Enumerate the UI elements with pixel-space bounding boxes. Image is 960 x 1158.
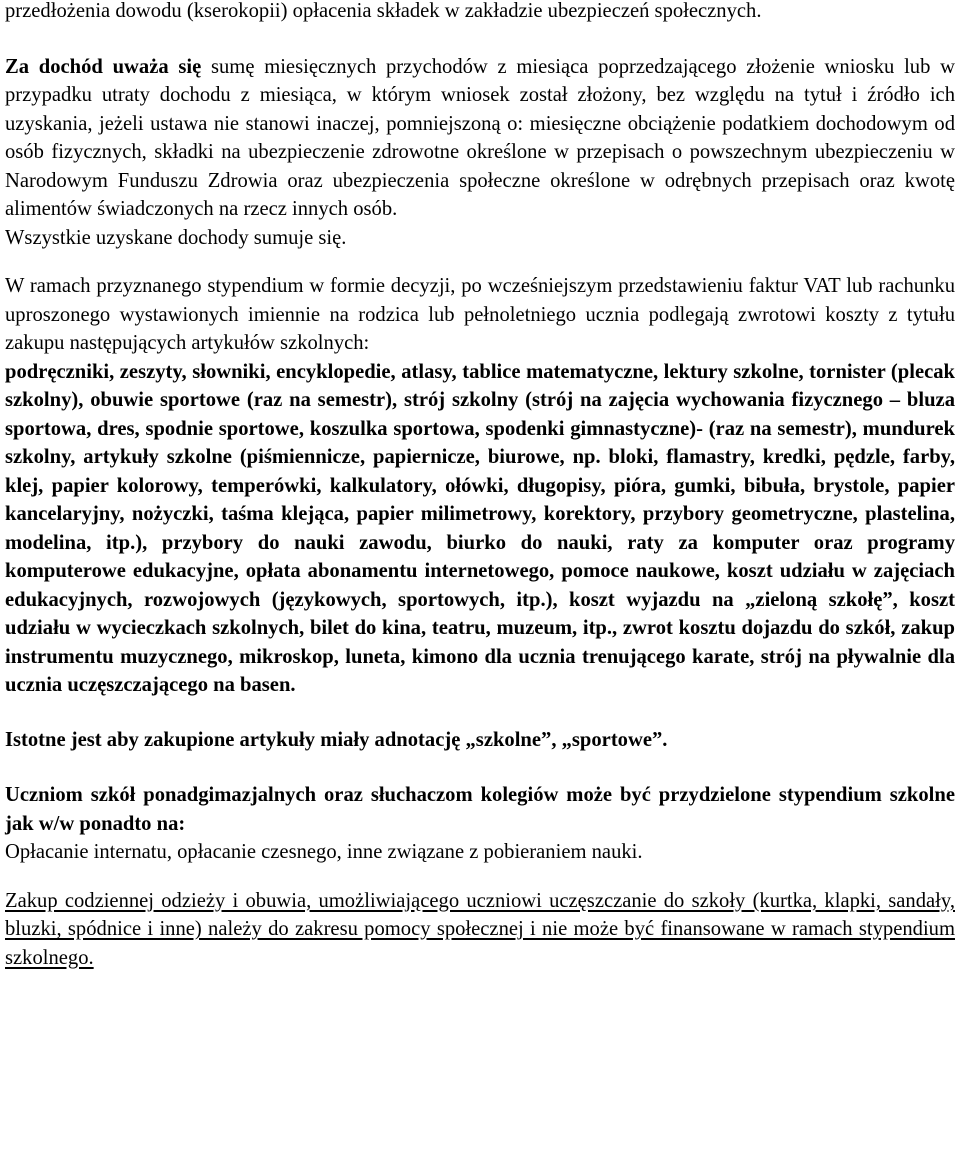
income-definition-text: sumę miesięcznych przychodów z miesiąca poprzedzającego złożenie wniosku lub w przypadku utraty dochodu z miesiąca, w którym wniosek został złożony, bez względu na tytuł i źródło ich uzyskania, jeżeli ustawa nie stanowi inaczej, pomniejszoną o: miesięczne obciążenie podatkiem dochodowym od osób fizycznych, składki na ubezpieczenie zdrowotne określone w przepisach o powszechnym ubezpieczeniu w Narodowym Funduszu Zdrowia oraz ubezpieczenia społeczne określone w odrębnych przepisach oraz kwotę alimentów świadczonych na rzecz innych osób.	[5, 55, 956, 220]
reimbursable-items-section	[5, 272, 955, 700]
paragraph-secondary-school-heading: Uczniom szkół ponadgimazjalnych oraz słuchaczom kolegiów może być przydzielone stypendium szkolne jak w/w ponadto na:	[5, 784, 955, 835]
paragraph-income-definition	[5, 53, 955, 224]
paragraph-reimbursable-items-list: podręczniki, zeszyty, słowniki, encyklopedie, atlasy, tablice matematyczne, lektury szkolne, tornister (plecak szkolny), obuwie sportowe (raz na semestr), strój szkolny (strój na zajęcia wychowania fizycznego – bluza sportowa, dres, spodnie sportowe, koszulka sportowa, spodenki gimnastyczne)- (raz na semestr), mundurek szkolny, artykuły szkolne (piśmiennicze, papiernicze, biurowe, np. bloki, flamastry, kredki, pędzle, farby, klej, papier kolorowy, temperówki, kalkulatory, ołówki, długopisy, pióra, gumki, bibuła, brystole, papier kancelaryjny, nożyczki, taśma klejąca, papier milimetrowy, korektory, przybory geometryczne, plastelina, modelina, itp.), przybory do nauki zawodu, biurko do nauki, raty za komputer oraz programy komputerowe edukacyjne, opłata abonamentu internetowego, pomoce naukowe, koszt udziału w zajęciach edukacyjnych, rozwojowych (językowych, sportowych, itp.), koszt wyjazdu na „zieloną szkołę”, koszt udziału w wycieczkach szkolnych, bilet do kina, teatru, muzeum, itp., zwrot kosztu dojazdu do szkół, zakup instrumentu muzycznego, mikroskop, luneta, kimono dla ucznia trenującego karate, strój na pływalnie dla ucznia uczęszczającego na basen.	[5, 360, 955, 696]
income-definition-section	[5, 53, 955, 253]
secondary-school-section	[5, 781, 955, 867]
paragraph-income-sum: Wszystkie uzyskane dochody sumuje się.	[5, 226, 347, 249]
paragraph-secondary-school-items: Opłacanie internatu, opłacanie czesnego, inne związane z pobieraniem nauki.	[5, 841, 643, 863]
income-definition-lead: Za dochód uważa się	[5, 55, 202, 78]
paragraph-contributions-proof: przedłożenia dowodu (kserokopii) opłacenia składek w zakładzie ubezpieczeń społecznych.	[5, 0, 762, 22]
paragraph-annotation-note: Istotne jest aby zakupione artykuły miały adnotację „szkolne”, „sportowe”.	[5, 728, 668, 751]
paragraph-reimbursement-intro: W ramach przyznanego stypendium w formie decyzji, po wcześniejszym przedstawieniu faktur VAT lub rachunku uproszonego wystawionych imiennie na rodzica lub pełnoletniego ucznia podlegają zwrotowi koszty z tytułu zakupu następujących artykułów szkolnych:	[5, 275, 955, 354]
document-page	[5, 0, 955, 972]
paragraph-clothing-exclusion: Zakup codziennej odzieży i obuwia, umożliwiającego uczniowi uczęszczanie do szkoły (kurtka, klapki, sandały, bluzki, spódnice i inne) należy do zakresu pomocy społecznej i nie może być finansowane w ramach stypendium szkolnego.	[5, 889, 955, 969]
